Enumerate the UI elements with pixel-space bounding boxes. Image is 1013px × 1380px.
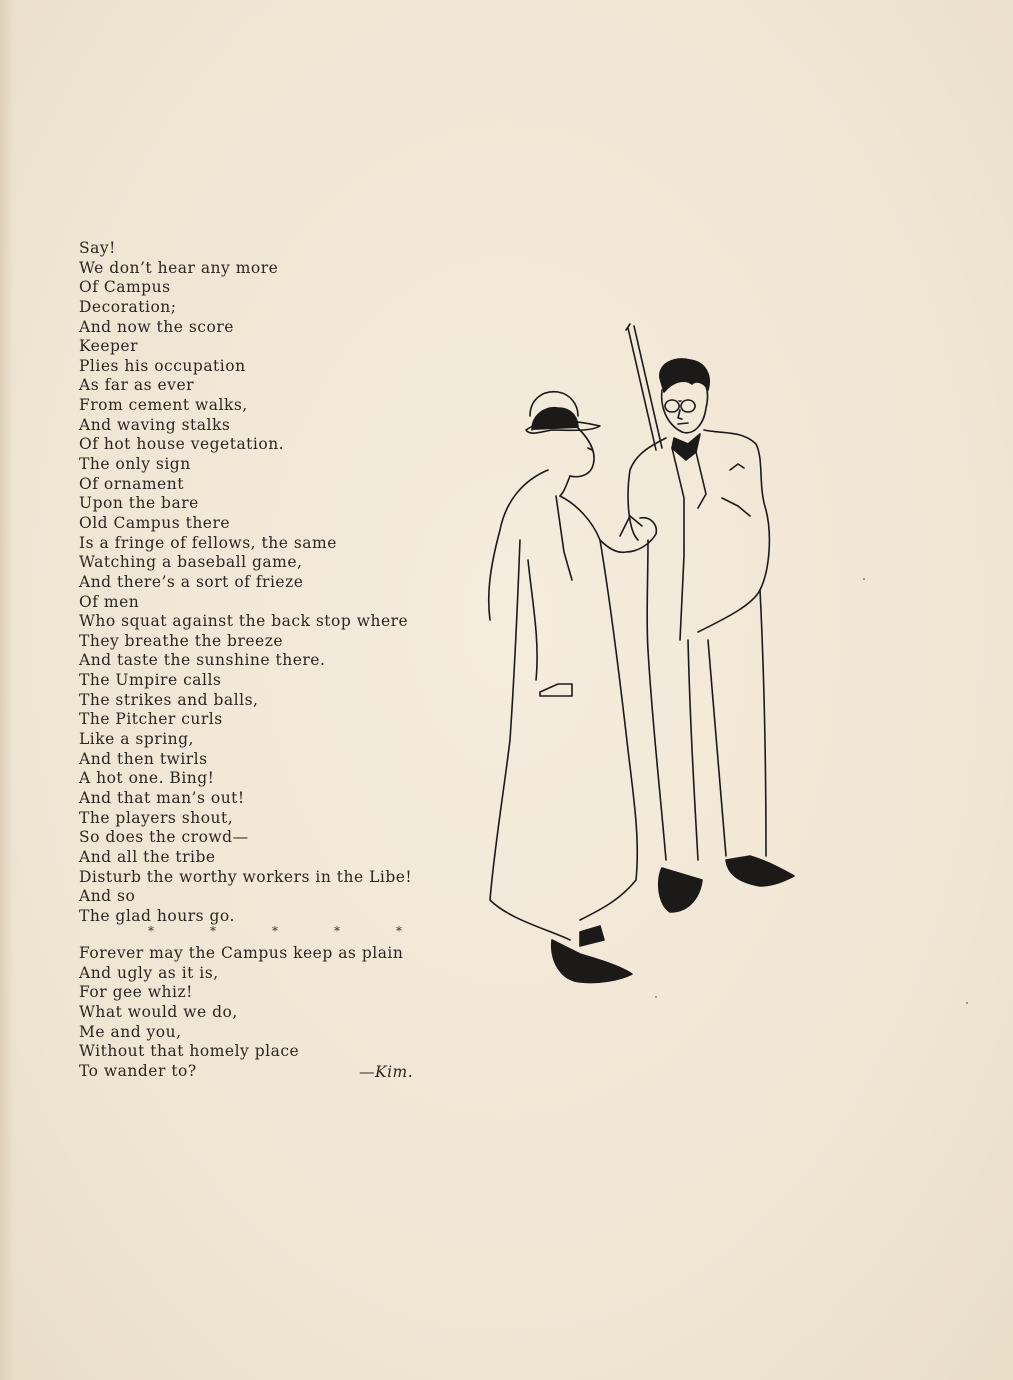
poem-line: For gee whiz! (79, 983, 193, 1002)
poem-line: And then twirls (79, 749, 208, 768)
poem-line: The players shout, (79, 808, 234, 827)
poem-line: And waving stalks (79, 415, 231, 434)
poem-body (79, 239, 439, 926)
poem-line: Of Campus (79, 278, 171, 297)
poem-line: The Umpire calls (79, 671, 222, 690)
separator-asterisk: * (210, 924, 216, 938)
poem-line: Who squat against the back stop where (79, 612, 409, 631)
paper-speck (966, 1002, 968, 1004)
two-students-sketch-icon (460, 320, 800, 1004)
poem-line: Disturb the worthy workers in the Libe! (79, 867, 413, 886)
poem-line: Is a fringe of fellows, the same (79, 533, 337, 552)
poem-line: Watching a baseball game, (79, 553, 303, 572)
author-signature: —Kim. (359, 1063, 414, 1081)
poem-line: And taste the sunshine there. (79, 651, 326, 670)
poem-line: So does the crowd— (79, 828, 249, 847)
poem-line: They breathe the breeze (79, 631, 284, 650)
poem-line: A hot one. Bing! (79, 769, 215, 788)
poem-line: Say! (79, 239, 116, 257)
poem-line: Keeper (79, 337, 139, 356)
page-gutter (0, 0, 14, 1380)
separator-asterisk: * (148, 924, 154, 938)
poem-line: Old Campus there (79, 513, 231, 532)
poem-line: Of hot house vegetation. (79, 435, 285, 454)
paper-speck (655, 996, 657, 998)
section-separator (148, 924, 458, 938)
poem-line: Like a spring, (79, 730, 194, 749)
poem-line: We don’t hear any more (79, 258, 279, 277)
poem-line: And so (79, 887, 136, 906)
poem-line: As far as ever (79, 376, 195, 395)
poem-closing (79, 944, 403, 1081)
poem-line: To wander to? (79, 1061, 197, 1080)
poem-line: The Pitcher curls (79, 710, 223, 729)
poem-line: What would we do, (79, 1002, 238, 1021)
separator-asterisk: * (396, 924, 402, 938)
poem-line: Of ornament (79, 474, 184, 493)
poem-line: Decoration; (79, 297, 177, 316)
poem-line: The only sign (79, 455, 191, 474)
poem-line: From cement walks, (79, 396, 248, 415)
poem-line: And ugly as it is, (79, 963, 219, 982)
poem-line: Upon the bare (79, 494, 199, 513)
poem-line: And now the score (79, 317, 234, 336)
poem-line: Of men (79, 592, 140, 611)
paper-speck (863, 578, 865, 580)
separator-asterisk: * (334, 924, 340, 938)
separator-asterisk: * (272, 924, 278, 938)
poem-line: Without that homely place (79, 1042, 300, 1061)
poem-line: The glad hours go. (79, 906, 235, 925)
poem-line: And that man’s out! (79, 788, 245, 807)
poem-line: The strikes and balls, (79, 690, 259, 709)
poem-line: And there’s a sort of frieze (79, 572, 304, 591)
poem-line: Forever may the Campus keep as plain (79, 944, 404, 962)
poem-line: Me and you, (79, 1022, 182, 1041)
poem-line: Plies his occupation (79, 356, 246, 375)
poem-line: And all the tribe (79, 847, 216, 866)
